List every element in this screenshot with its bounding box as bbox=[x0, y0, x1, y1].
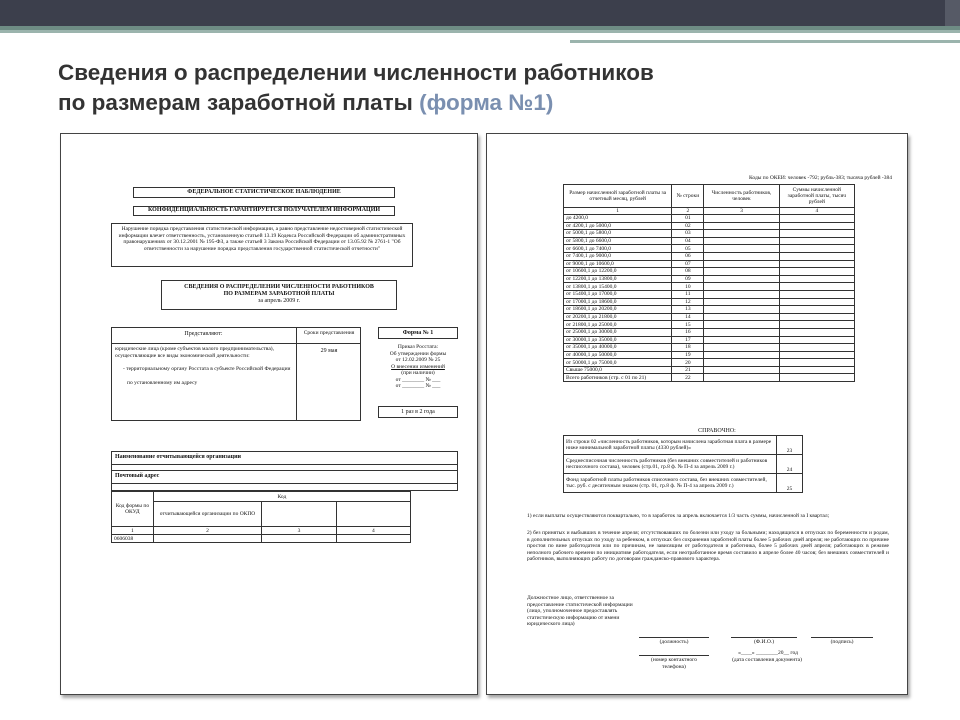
salary-range: от 21800,1 до 25000,0 bbox=[564, 321, 672, 329]
wage-sum-cell bbox=[779, 359, 854, 367]
reference-table bbox=[563, 435, 803, 493]
col-num-4: 4 bbox=[336, 527, 410, 535]
line-number: 03 bbox=[672, 230, 704, 238]
line-number: 07 bbox=[672, 260, 704, 268]
worker-count-cell bbox=[704, 328, 779, 336]
salary-row bbox=[564, 215, 855, 223]
worker-count-cell bbox=[704, 252, 779, 260]
worker-count-cell bbox=[704, 222, 779, 230]
deadline-value: 29 мая bbox=[320, 348, 338, 354]
col-num: 4 bbox=[779, 208, 854, 215]
line-number: 04 bbox=[672, 237, 704, 245]
sig-name: (Ф.И.О.) bbox=[753, 639, 775, 645]
okud-code: 0606038 bbox=[112, 535, 154, 543]
line-number: 01 bbox=[672, 215, 704, 223]
line-number: 14 bbox=[672, 313, 704, 321]
salary-row bbox=[564, 252, 855, 260]
wage-sum-cell bbox=[779, 215, 854, 223]
wage-sum-cell bbox=[779, 222, 854, 230]
wage-sum-cell bbox=[779, 252, 854, 260]
form-period: за апрель 2009 г. bbox=[257, 298, 300, 304]
reference-line-number: 23 bbox=[777, 436, 803, 455]
reference-line-number: 24 bbox=[777, 455, 803, 474]
salary-range: от 5000,1 до 5800,0 bbox=[564, 230, 672, 238]
reference-label: Среднесписочная численность работников (без внешних совместителей и работников несписочного состава), человек (стр.01, гр.8 ф. № П-4 за апрель 2009 г.) bbox=[564, 455, 777, 474]
worker-count-cell bbox=[704, 306, 779, 314]
col-num: 1 bbox=[564, 208, 672, 215]
order-line-6: от ________ № ___ bbox=[395, 376, 441, 383]
wage-sum-cell bbox=[779, 351, 854, 359]
submitters-box bbox=[111, 327, 361, 421]
line-number: 02 bbox=[672, 222, 704, 230]
worker-count-cell bbox=[704, 275, 779, 283]
col-num: 2 bbox=[672, 208, 704, 215]
worker-count-cell bbox=[704, 283, 779, 291]
salary-range: от 40000,1 до 50000,0 bbox=[564, 351, 672, 359]
salary-range: от 15400,1 до 17000,0 bbox=[564, 290, 672, 298]
col-num-3: 3 bbox=[262, 527, 336, 535]
line-number: 06 bbox=[672, 252, 704, 260]
salary-row bbox=[564, 237, 855, 245]
worker-count-cell bbox=[704, 260, 779, 268]
wage-sum-cell bbox=[779, 374, 854, 382]
col-header-salary: Размер начисленной заработной платы за отчетный месяц, рублей bbox=[564, 185, 672, 208]
reference-title: СПРАВОЧНО: bbox=[698, 428, 736, 434]
submitters-text-3: по установленному им адресу bbox=[127, 380, 198, 386]
worker-count-cell bbox=[704, 344, 779, 352]
salary-row bbox=[564, 260, 855, 268]
slide-title bbox=[58, 58, 778, 118]
wage-sum-cell bbox=[779, 245, 854, 253]
worker-count-cell bbox=[704, 359, 779, 367]
salary-range: от 18600,1 до 20200,0 bbox=[564, 306, 672, 314]
salary-row bbox=[564, 268, 855, 276]
salary-row bbox=[564, 336, 855, 344]
salary-range: до 4200,0 bbox=[564, 215, 672, 223]
worker-count-cell bbox=[704, 268, 779, 276]
okei-codes: Коды по ОКЕИ: человек -792; рубль-383; тысяча рублей -384 bbox=[748, 175, 892, 181]
wage-sum-cell bbox=[779, 268, 854, 276]
reference-row bbox=[564, 474, 803, 493]
wage-sum-cell bbox=[779, 366, 854, 374]
reference-line-number: 25 bbox=[777, 474, 803, 493]
salary-range: от 30000,1 до 35000,0 bbox=[564, 336, 672, 344]
col-header-count: Численность работников, человек bbox=[704, 185, 779, 208]
line-number: 19 bbox=[672, 351, 704, 359]
salary-range: Всего работников (стр. с 01 по 21) bbox=[564, 374, 672, 382]
form-page-left bbox=[60, 133, 478, 695]
reference-label: Фонд заработной платы работников списочного состава, без внешних совместителей, тыс. руб. с десятичным знаком (стр. 01, гр.8 ф. № П-4 за апрель 2009 г.) bbox=[564, 474, 777, 493]
order-line-4: О внесении изменений bbox=[391, 363, 445, 370]
salary-row bbox=[564, 222, 855, 230]
order-line-5: (при наличии) bbox=[401, 370, 435, 376]
salary-range: от 12200,1 до 13800,0 bbox=[564, 275, 672, 283]
reference-label: Из строки 02 «численность работников, которым начислена заработная плата в размере ниже минимальной заработной платы (4330 рублей)» bbox=[564, 436, 777, 455]
reference-row bbox=[564, 455, 803, 474]
worker-count-cell bbox=[704, 298, 779, 306]
deadline-header: Сроки представления bbox=[303, 330, 355, 336]
wage-sum-cell bbox=[779, 260, 854, 268]
salary-range: от 35000,1 до 40000,0 bbox=[564, 344, 672, 352]
title-accent-stripe bbox=[570, 40, 960, 43]
line-number: 16 bbox=[672, 328, 704, 336]
worker-count-cell bbox=[704, 351, 779, 359]
footnote-2: 2) без принятых и выбывших в течение апреля; отсутствовавших по болезни или уходу за больными; находящихся в отпусках по беременности и родам, в дополнительных отпусках по уходу за ребенком, в отпусках без сохранения заработной платы более 5 рабочих дней апреля; не работающих по причине простоя по вине работодателя или по причинам, не зависящим от работодателя и работника, более 5 рабочих дней апреля; работающих в режиме неполного рабочего времени по инициативе работодателя, если неотработанное время составило в апреле более 40 часов; без внешних совместителей и работников, выполняющих работу по договорам гражданско-правового характера. bbox=[527, 530, 889, 562]
col-num-1: 1 bbox=[112, 527, 154, 535]
form-title-box bbox=[161, 280, 397, 310]
line-number: 12 bbox=[672, 298, 704, 306]
sig-date-caption: (дата составления документа) bbox=[732, 657, 802, 663]
salary-range: от 10600,1 до 12200,0 bbox=[564, 268, 672, 276]
form-number: Форма № 1 bbox=[378, 327, 458, 339]
worker-count-cell bbox=[704, 290, 779, 298]
order-line-7: от ________ № ___ bbox=[395, 383, 441, 389]
salary-row bbox=[564, 351, 855, 359]
frequency: 1 раз в 2 года bbox=[378, 406, 458, 418]
form-page-right bbox=[486, 133, 908, 695]
code-header: Код bbox=[153, 492, 410, 502]
worker-count-cell bbox=[704, 374, 779, 382]
col-num-2: 2 bbox=[153, 527, 262, 535]
form-title-1: СВЕДЕНИЯ О РАСПРЕДЕЛЕНИИ ЧИСЛЕННОСТИ РАБОТНИКОВ bbox=[184, 284, 374, 290]
salary-range: от 17000,1 до 18600,0 bbox=[564, 298, 672, 306]
salary-row bbox=[564, 245, 855, 253]
salary-range: от 5800,1 до 6600,0 bbox=[564, 237, 672, 245]
salary-row bbox=[564, 374, 855, 382]
title-line2: по размерам заработной платы bbox=[58, 90, 413, 115]
title-line1: Сведения о распределении численности работников bbox=[58, 60, 654, 85]
worker-count-cell bbox=[704, 230, 779, 238]
title-accent: (форма №1) bbox=[419, 90, 554, 115]
federal-observation-header: ФЕДЕРАЛЬНОЕ СТАТИСТИЧЕСКОЕ НАБЛЮДЕНИЕ bbox=[133, 187, 395, 198]
salary-range: Свыше 75000,0 bbox=[564, 366, 672, 374]
salary-range: от 4200,1 до 5000,0 bbox=[564, 222, 672, 230]
salary-range: от 9000,1 до 10600,0 bbox=[564, 260, 672, 268]
org-name-label: Наименование отчитывающейся организации bbox=[115, 454, 242, 460]
sig-phone: (номер контактного телефона) bbox=[650, 657, 698, 670]
sig-date: «____» ________20__ год bbox=[738, 650, 798, 656]
okud-col-header: Код формы по ОКУД bbox=[112, 492, 154, 527]
wage-sum-cell bbox=[779, 298, 854, 306]
postal-address-label: Почтовый адрес bbox=[115, 473, 160, 479]
salary-row bbox=[564, 321, 855, 329]
liability-warning: Нарушение порядка представления статистической информации, а равно представление недостоверной статистической информации влечет ответственность, установленную статьей 13.19 Кодекса Российской Федерации об административных правонарушениях от 30.12.2001 № 195-ФЗ, а также статьей 3 Закона Российской Федерации от 13.05.92 № 2761-1 "Об ответственности за нарушение порядка представления государственной статистической отчетности" bbox=[111, 223, 413, 267]
order-line-3: от 12.02.2009 № 25 bbox=[395, 357, 441, 363]
line-number: 08 bbox=[672, 268, 704, 276]
worker-count-cell bbox=[704, 215, 779, 223]
worker-count-cell bbox=[704, 336, 779, 344]
worker-count-cell bbox=[704, 366, 779, 374]
salary-row bbox=[564, 290, 855, 298]
form-title-2: ПО РАЗМЕРАМ ЗАРАБОТНОЙ ПЛАТЫ bbox=[223, 291, 335, 297]
col-num: 3 bbox=[704, 208, 779, 215]
top-bar-corner bbox=[945, 0, 960, 26]
worker-count-cell bbox=[704, 237, 779, 245]
salary-row bbox=[564, 306, 855, 314]
wage-sum-cell bbox=[779, 290, 854, 298]
line-number: 05 bbox=[672, 245, 704, 253]
wage-sum-cell bbox=[779, 321, 854, 329]
worker-count-cell bbox=[704, 321, 779, 329]
top-bar bbox=[0, 0, 960, 26]
wage-sum-cell bbox=[779, 344, 854, 352]
line-number: 17 bbox=[672, 336, 704, 344]
col-header-line: № строки bbox=[672, 185, 704, 208]
salary-row bbox=[564, 359, 855, 367]
footnote-1: 1) если выплаты осуществляются поквартально, то в заработок за апрель включается 1/3 часть суммы, начисленной за I квартал; bbox=[527, 513, 830, 519]
wage-sum-cell bbox=[779, 336, 854, 344]
salary-row bbox=[564, 366, 855, 374]
codes-table bbox=[111, 491, 411, 543]
salary-row bbox=[564, 328, 855, 336]
line-number: 10 bbox=[672, 283, 704, 291]
worker-count-cell bbox=[704, 313, 779, 321]
line-number: 20 bbox=[672, 359, 704, 367]
salary-range: от 20200,1 до 21800,0 bbox=[564, 313, 672, 321]
salary-row bbox=[564, 344, 855, 352]
line-number: 13 bbox=[672, 306, 704, 314]
salary-range: от 7400,1 до 9000,0 bbox=[564, 252, 672, 260]
wage-sum-cell bbox=[779, 237, 854, 245]
wage-sum-cell bbox=[779, 306, 854, 314]
salary-range: от 6600,1 до 7400,0 bbox=[564, 245, 672, 253]
submitters-header: Представляют: bbox=[184, 331, 223, 337]
wage-sum-cell bbox=[779, 313, 854, 321]
wage-sum-cell bbox=[779, 283, 854, 291]
wage-sum-cell bbox=[779, 230, 854, 238]
order-line-1: Приказ Росстата: bbox=[397, 344, 439, 350]
col-header-sum: Суммы начисленной заработной платы, тысяч рублей bbox=[779, 185, 854, 208]
salary-range: от 13800,1 до 15400,0 bbox=[564, 283, 672, 291]
sig-position: (должность) bbox=[659, 639, 689, 645]
reference-row bbox=[564, 436, 803, 455]
line-number: 11 bbox=[672, 290, 704, 298]
salary-row bbox=[564, 283, 855, 291]
submitters-text: юридические лица (кроме субъектов малого предпринимательства), осуществляющие все виды экономической деятельности: bbox=[115, 346, 274, 359]
salary-row bbox=[564, 275, 855, 283]
okpo-col-header: отчитывающейся организации по ОКПО bbox=[153, 502, 262, 527]
line-number: 21 bbox=[672, 366, 704, 374]
salary-range: от 25000,1 до 30000,0 bbox=[564, 328, 672, 336]
submitters-text-2: - территориальному органу Росстата в субъекте Российской Федерации bbox=[123, 366, 291, 372]
line-number: 18 bbox=[672, 344, 704, 352]
salary-range: от 50000,1 до 75000,0 bbox=[564, 359, 672, 367]
sig-signature: (подпись) bbox=[830, 639, 854, 645]
rosstat-order bbox=[374, 344, 462, 390]
salary-row bbox=[564, 313, 855, 321]
line-number: 22 bbox=[672, 374, 704, 382]
order-line-2: Об утверждении формы bbox=[389, 350, 447, 357]
responsible-official: Должностное лицо, ответственное за предоставление статистической информации (лицо, уполномоченное предоставлять статистическую информацию от имени юридического лица) bbox=[527, 595, 633, 627]
top-stripe-light bbox=[0, 30, 960, 33]
confidentiality-header: КОНФИДЕНЦИАЛЬНОСТЬ ГАРАНТИРУЕТСЯ ПОЛУЧАТЕЛЕМ ИНФОРМАЦИИ bbox=[133, 206, 395, 216]
salary-distribution-table bbox=[563, 184, 855, 382]
line-number: 15 bbox=[672, 321, 704, 329]
worker-count-cell bbox=[704, 245, 779, 253]
line-number: 09 bbox=[672, 275, 704, 283]
salary-row bbox=[564, 298, 855, 306]
wage-sum-cell bbox=[779, 328, 854, 336]
wage-sum-cell bbox=[779, 275, 854, 283]
salary-row bbox=[564, 230, 855, 238]
